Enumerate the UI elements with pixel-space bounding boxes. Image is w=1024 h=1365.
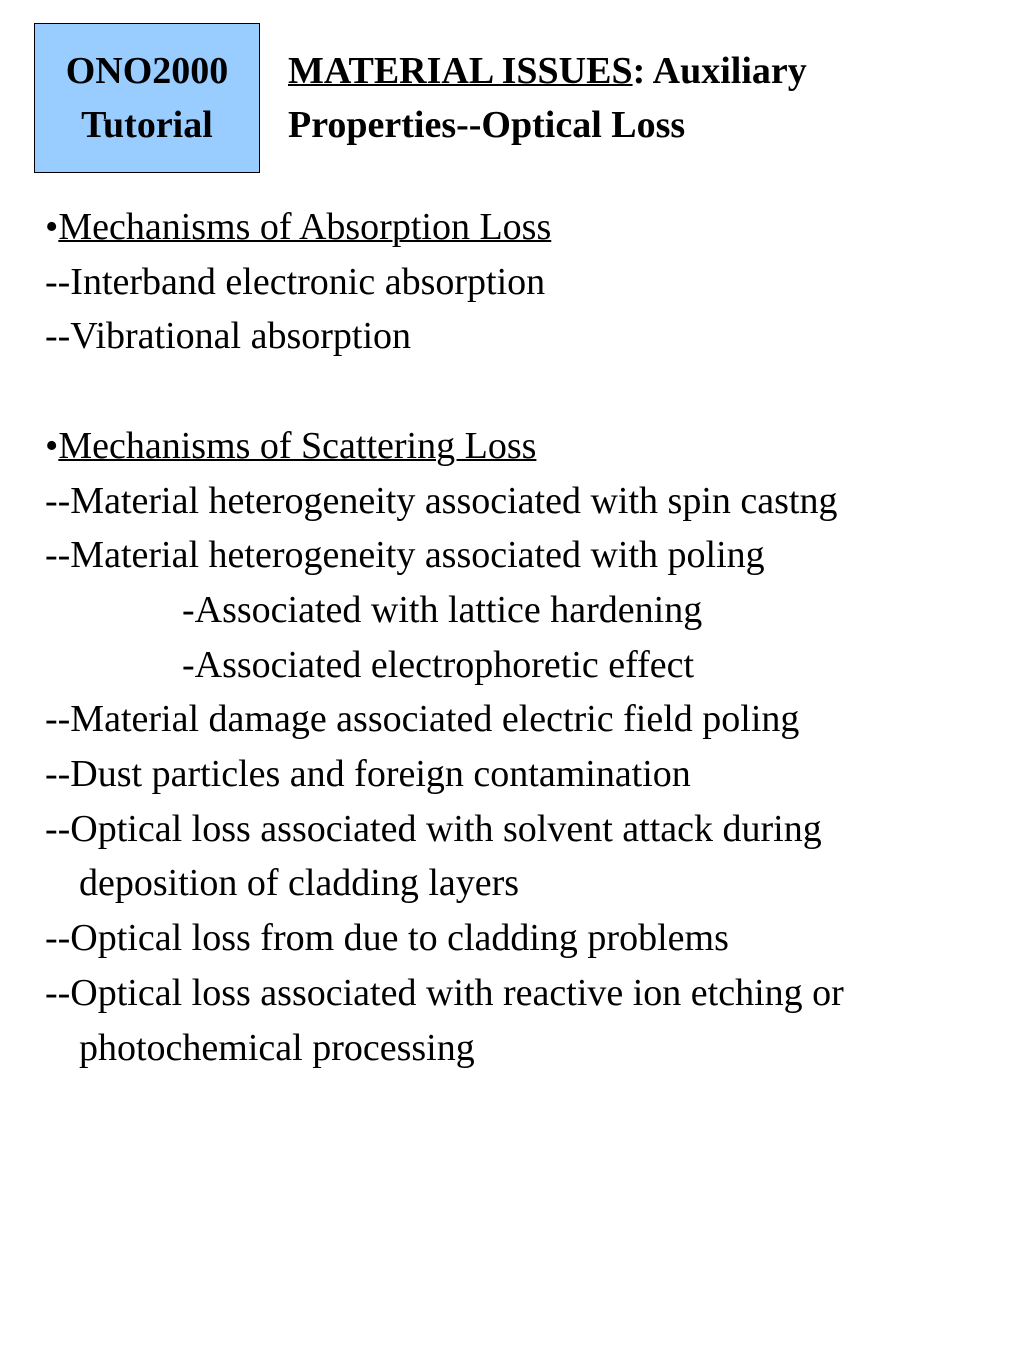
- scattering-heading: [45, 419, 1015, 474]
- list-item: --Dust particles and foreign contamination: [45, 753, 691, 796]
- spacer: [45, 364, 1015, 419]
- list-item: --Interband electronic absorption: [45, 260, 546, 303]
- tutorial-badge: [34, 23, 260, 173]
- list-item: --Vibrational absorption: [45, 315, 412, 358]
- title-underlined: MATERIAL ISSUES: [288, 50, 633, 92]
- bullet: •: [45, 424, 59, 467]
- list-item: --Material damage associated electric field poling: [45, 698, 800, 741]
- bullet: •: [45, 206, 59, 248]
- sub-list-item: -Associated with lattice hardening: [182, 588, 703, 631]
- slide-body: [45, 200, 1015, 1075]
- title-line-2: Properties--Optical Loss: [288, 104, 686, 146]
- absorption-heading-text: Mechanisms of Absorption Loss: [58, 206, 552, 248]
- list-item: --Material heterogeneity associated with spin castng: [45, 479, 838, 522]
- title-line-1: [288, 44, 1008, 98]
- list-item: --Optical loss from due to cladding problems: [45, 917, 729, 960]
- title-rest: : Auxiliary: [632, 50, 807, 92]
- list-item: --Optical loss associated with reactive ion etching or: [45, 971, 844, 1014]
- list-item-continuation: deposition of cladding layers: [79, 862, 520, 905]
- badge-line-1: ONO2000: [65, 50, 229, 92]
- sub-list-item: -Associated electrophoretic effect: [182, 643, 695, 686]
- slide-title: [288, 44, 1008, 152]
- list-item: --Material heterogeneity associated with poling: [45, 534, 765, 577]
- list-item: --Optical loss associated with solvent attack during: [45, 807, 822, 850]
- absorption-heading: [45, 200, 1015, 255]
- list-item-continuation: photochemical processing: [79, 1026, 475, 1069]
- badge-line-2: Tutorial: [81, 104, 213, 146]
- scattering-heading-text: Mechanisms of Scattering Loss: [58, 424, 537, 467]
